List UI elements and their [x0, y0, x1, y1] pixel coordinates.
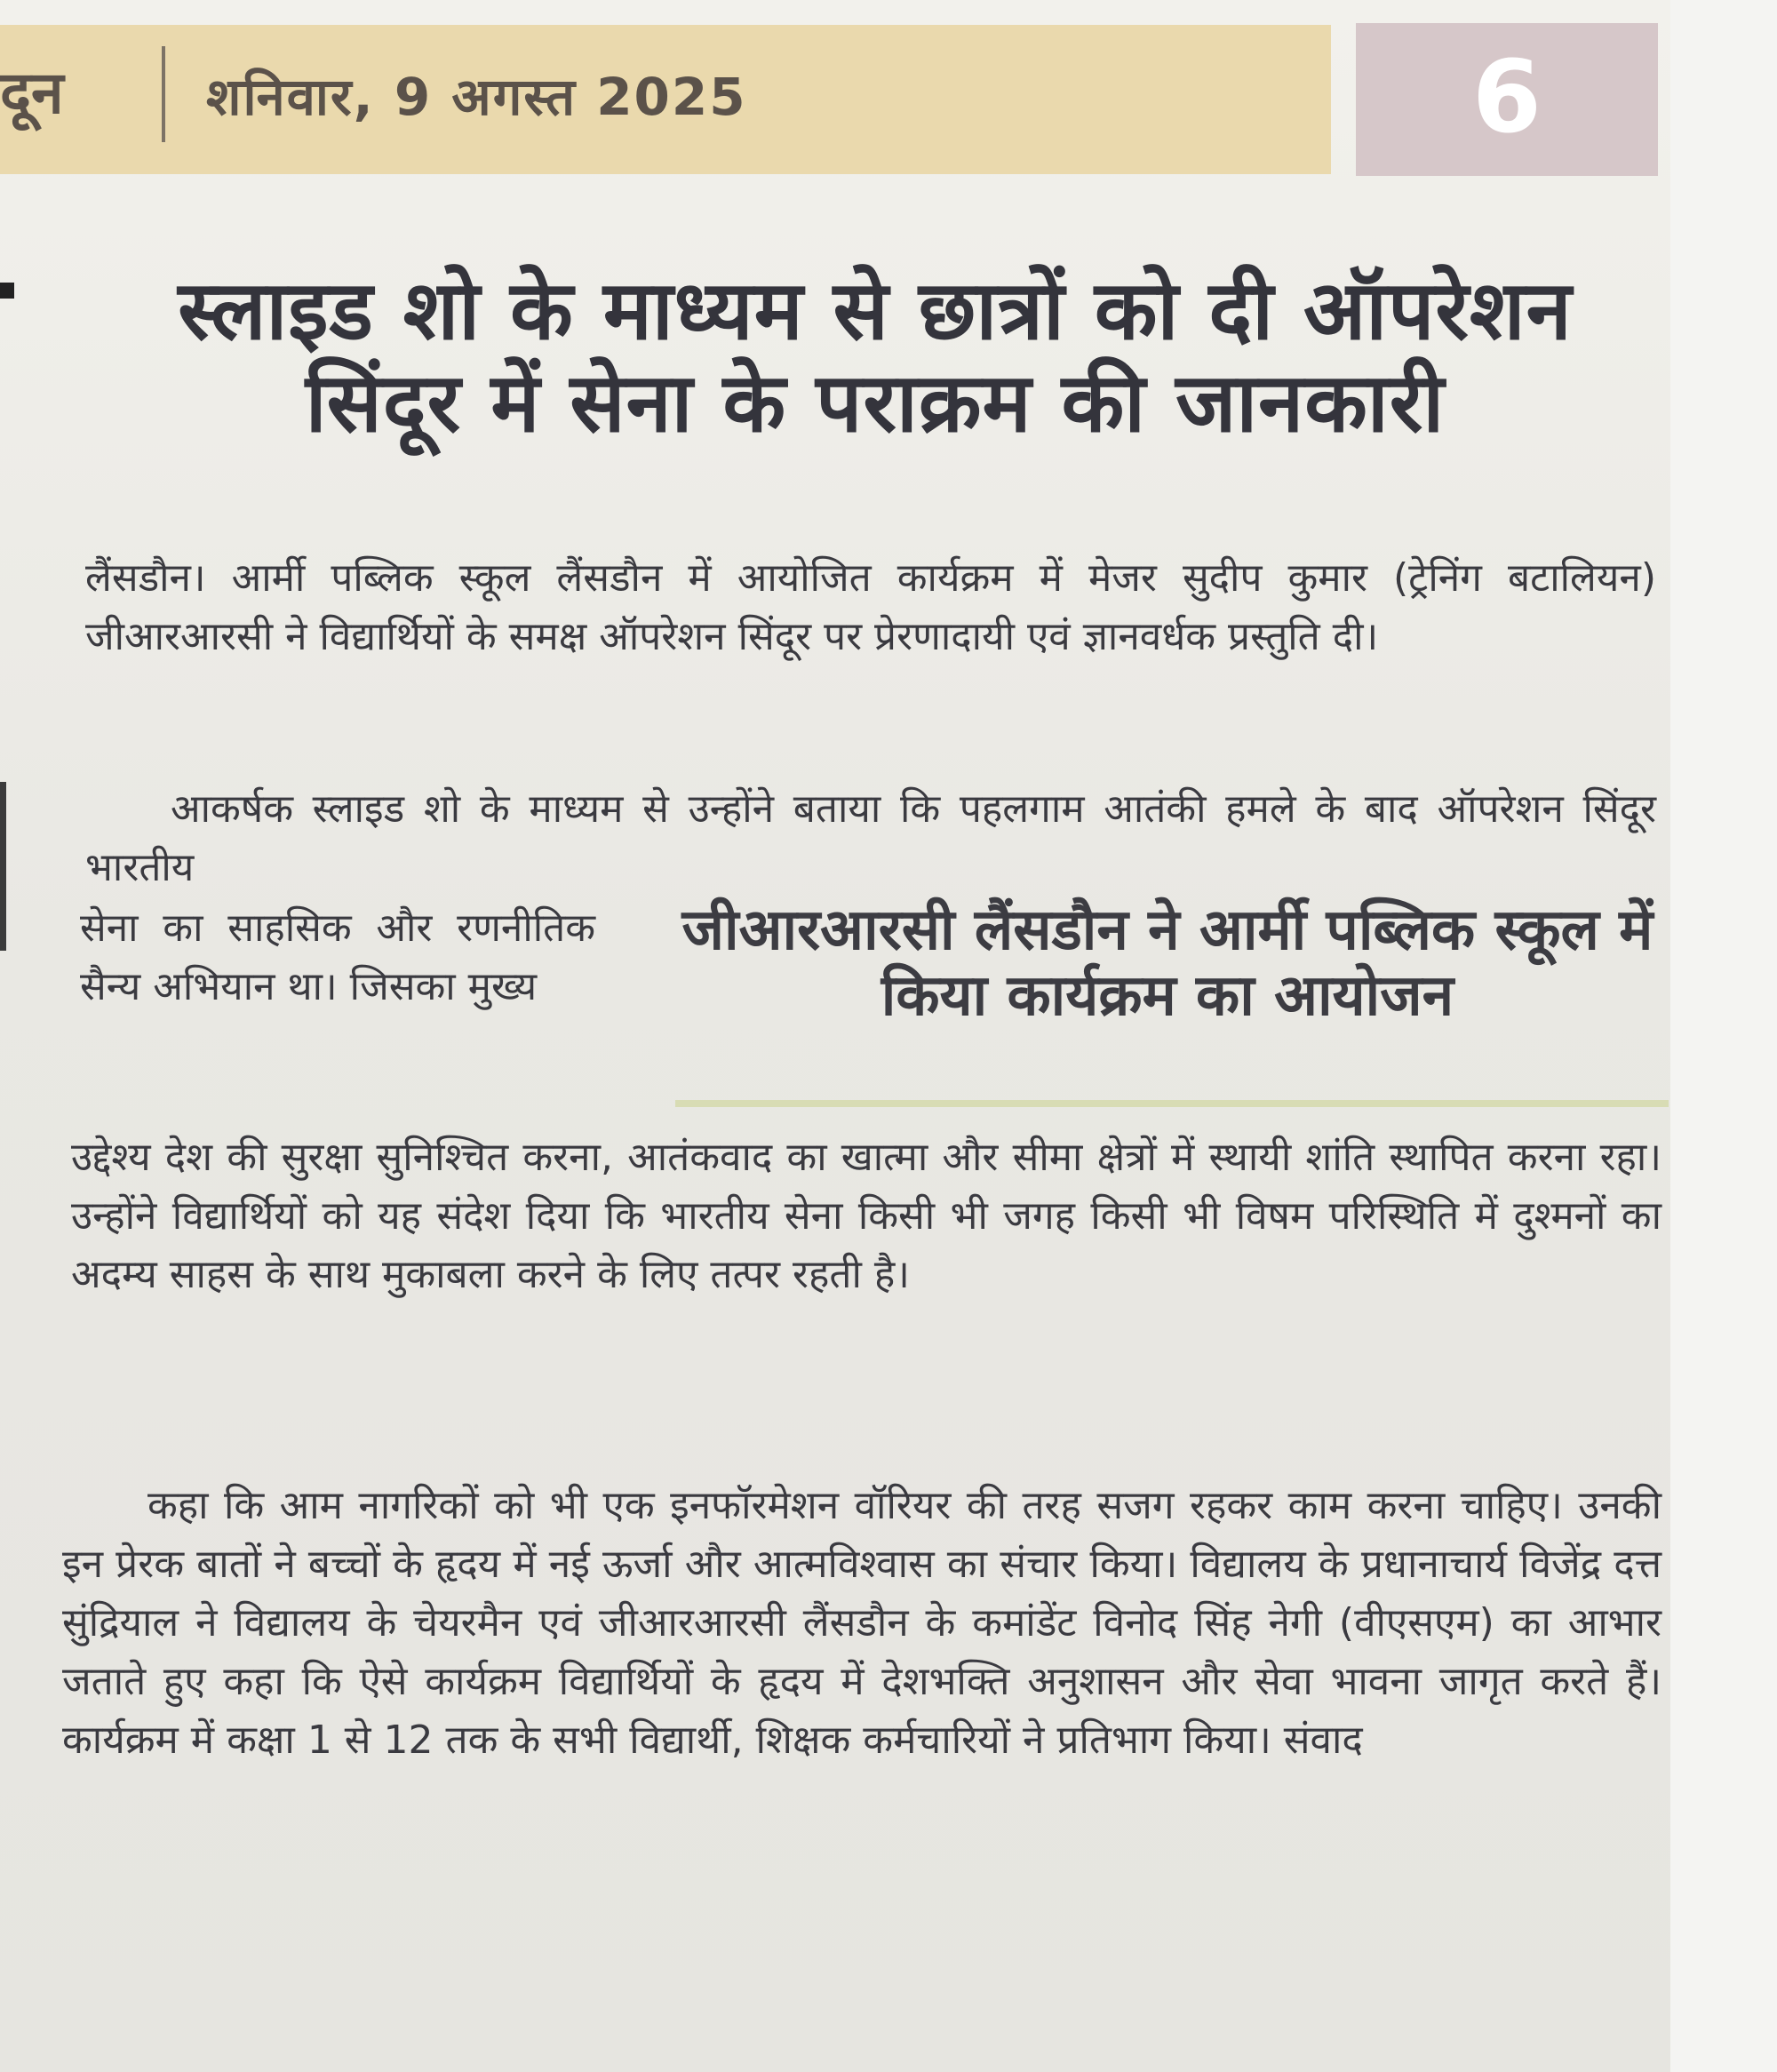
- page-margin: [1670, 0, 1777, 2072]
- column-rule: [0, 782, 6, 951]
- article-paragraph: लैंसडौन। आर्मी पब्लिक स्कूल लैंसडौन में आयोजित कार्यक्रम में मेजर सुदीप कुमार (ट्रेनिंग बटालियन) जीआरआरसी ने विद्यार्थियों के समक्ष ऑपरेशन सिंदूर पर प्रेरणादायी एवं ज्ञानवर्धक प्रस्तुति दी।: [85, 555, 1656, 659]
- edition-date: शनिवार, 9 अगस्त 2025: [206, 67, 747, 127]
- article-headline: स्लाइड शो के माध्यम से छात्रों को दी ऑपरेशन सिंदूर में सेना के पराक्रम की जानकारी: [178, 263, 1573, 450]
- article-subheadline: जीआरआरसी लैंसडौन ने आर्मी पब्लिक स्कूल में किया कार्यक्रम का आयोजन: [681, 897, 1653, 1029]
- article-paragraph: उद्देश्य देश की सुरक्षा सुनिश्चित करना, आतंकवाद का खात्मा और सीमा क्षेत्रों में स्थायी शांति स्थापित करना रहा। उन्होंने विद्यार्थियों को यह संदेश दिया कि भारतीय सेना किसी भी जगह किसी भी विषम परिस्थिति में दुश्मनों का अदम्य साहस के साथ मुकाबला करने के लिए तत्पर रहती है।: [71, 1135, 1661, 1297]
- column-marker: [0, 283, 14, 299]
- edition-city: दून: [0, 59, 64, 127]
- subheadline-underline: [675, 1100, 1669, 1107]
- page-number-box: [1356, 23, 1658, 176]
- page-number: 6: [1472, 40, 1542, 155]
- article-paragraph: कहा कि आम नागरिकों को भी एक इनफॉरमेशन वॉरियर की तरह सजग रहकर काम करना चाहिए। उनकी इन प्रेरक बातों ने बच्चों के हृदय में नई ऊर्जा और आत्मविश्वास का संचार किया। विद्यालय के प्रधानाचार्य विजेंद्र दत्त सुंद्रियाल ने विद्यालय के चेयरमैन एवं जीआरआरसी लैंसडौन के कमांडेंट विनोद सिंह नेगी (वीएसएम) का आभार जताते हुए कहा कि ऐसे कार्यक्रम विद्यार्थियों के हृदय में देशभक्ति अनुशासन और सेवा भावना जागृत करते हैं। कार्यक्रम में कक्षा 1 से 12 तक के सभी विद्यार्थी, शिक्षक कर्मचारियों ने प्रतिभाग किया। संवाद: [62, 1483, 1661, 1763]
- header-divider: [162, 46, 165, 142]
- article-paragraph: सेना का साहसिक और रणनीतिक सैन्य अभियान था। जिसका मुख्य: [80, 905, 595, 1009]
- article-paragraph: आकर्षक स्लाइड शो के माध्यम से उन्होंने बताया कि पहलगाम आतंकी हमले के बाद ऑपरेशन सिंदूर भारतीय: [85, 786, 1656, 890]
